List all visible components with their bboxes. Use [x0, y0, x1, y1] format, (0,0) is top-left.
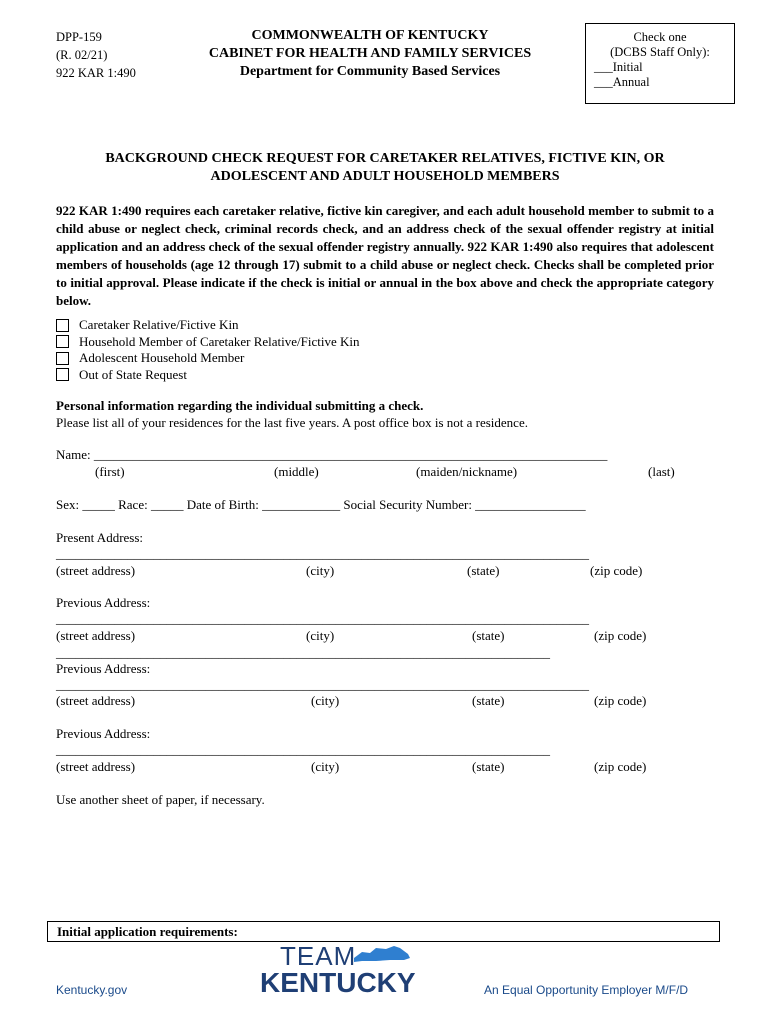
name-maiden-label: (maiden/nickname) [416, 464, 518, 479]
previous-address-label: Previous Address: [56, 661, 151, 676]
previous-address-field[interactable]: __________________________________________________________________________________ [56, 611, 589, 626]
personal-info-heading: Personal information regarding the individual submitting a check. [56, 398, 424, 413]
previous-address-label: Previous Address: [56, 726, 151, 741]
zip-label: (zip code) [590, 563, 643, 578]
category-checkbox[interactable] [56, 352, 69, 365]
intro-paragraph: 922 KAR 1:490 requires each caretaker relative, fictive kin caregiver, and each adult household member to submit to a child abuse or neglect check, criminal records check, and an address check of the sexual offender registry at initial application and an address check of the sexual offender registry annually. 922 KAR 1:490 also requires that adolescent members of households (age 12 through 17) submit to a child abuse or neglect check. Checks shall be completed prior to initial approval. Please indicate if the check is initial or annual in the box above and check the appropriate category below. [56, 203, 714, 308]
extra-sheet-note: Use another sheet of paper, if necessary. [56, 792, 265, 807]
form-id: DPP-159 [56, 30, 102, 44]
state-label: (state) [472, 759, 505, 774]
form-identifiers [56, 28, 136, 82]
category-label: Caretaker Relative/Fictive Kin [79, 317, 239, 332]
zip-label: (zip code) [594, 628, 647, 643]
form-revision: (R. 02/21) [56, 48, 108, 62]
agency-line-3: Department for Community Based Services [239, 64, 501, 79]
state-label: (state) [472, 693, 505, 708]
initial-requirements-label: Initial application requirements: [57, 924, 238, 939]
state-label: (state) [472, 628, 505, 643]
zip-label: (zip code) [594, 759, 647, 774]
annual-option[interactable]: ___Annual [594, 75, 650, 89]
city-label: (city) [306, 628, 335, 643]
category-list [56, 317, 360, 383]
state-label: (state) [467, 563, 500, 578]
street-label: (street address) [56, 563, 136, 578]
category-label: Adolescent Household Member [79, 350, 245, 365]
website-link[interactable]: Kentucky.gov [56, 983, 128, 997]
form-title-line-2: ADOLESCENT AND ADULT HOUSEHOLD MEMBERS [210, 169, 560, 184]
staff-check-box [585, 23, 735, 104]
category-item[interactable] [56, 367, 360, 384]
logo-team-text: TEAM [280, 941, 357, 971]
check-one-label: Check one [633, 30, 687, 44]
agency-line-1: COMMONWEALTH OF KENTUCKY [251, 28, 489, 43]
present-address-field[interactable]: __________________________________________________________________________________ [56, 546, 589, 561]
form-title-line-1: BACKGROUND CHECK REQUEST FOR CARETAKER RELATIVES, FICTIVE KIN, OR [105, 151, 665, 166]
logo-kentucky-text: KENTUCKY [260, 967, 416, 996]
team-kentucky-logo-graphic [258, 940, 436, 996]
previous-address-field[interactable]: ____________________________________________________________________________ [56, 742, 550, 757]
category-label: Out of State Request [79, 366, 187, 382]
street-label: (street address) [56, 693, 136, 708]
category-item[interactable] [56, 350, 360, 367]
category-checkbox[interactable] [56, 368, 69, 381]
category-label: Household Member of Caretaker Relative/Fictive Kin [79, 333, 360, 349]
initial-requirements-box [47, 921, 720, 942]
team-kentucky-logo [258, 940, 436, 996]
form-title [56, 150, 714, 186]
agency-header [190, 27, 550, 81]
equal-opportunity-text: An Equal Opportunity Employer M/F/D [484, 983, 689, 997]
category-item[interactable] [56, 334, 360, 351]
previous-address-field[interactable]: __________________________________________________________________________________ [56, 677, 589, 692]
street-label: (street address) [56, 759, 136, 774]
address-extra-line[interactable]: ____________________________________________________________________________ [56, 645, 550, 660]
previous-address-label: Previous Address: [56, 595, 151, 610]
kentucky-state-icon [354, 946, 410, 962]
category-checkbox[interactable] [56, 319, 69, 332]
residence-instruction: Please list all of your residences for the last five years. A post office box is not a residence. [56, 415, 528, 430]
staff-only-label: (DCBS Staff Only): [610, 45, 710, 59]
initial-option[interactable]: ___Initial [594, 60, 643, 74]
street-label: (street address) [56, 628, 136, 643]
form-regulation: 922 KAR 1:490 [56, 66, 136, 80]
agency-line-2: CABINET FOR HEALTH AND FAMILY SERVICES [208, 46, 532, 61]
name-first-label: (first) [95, 464, 125, 479]
name-middle-label: (middle) [274, 464, 319, 479]
present-address-label: Present Address: [56, 530, 144, 545]
category-item[interactable] [56, 317, 360, 334]
city-label: (city) [311, 693, 340, 708]
city-label: (city) [311, 759, 340, 774]
demographics-field[interactable]: Sex: _____ Race: _____ Date of Birth: ____________ Social Security Number: _________________ [56, 497, 586, 512]
name-last-label: (last) [648, 464, 675, 479]
city-label: (city) [306, 563, 335, 578]
category-checkbox[interactable] [56, 335, 69, 348]
zip-label: (zip code) [594, 693, 647, 708]
name-field[interactable]: Name: _______________________________________________________________________________ [56, 447, 608, 462]
